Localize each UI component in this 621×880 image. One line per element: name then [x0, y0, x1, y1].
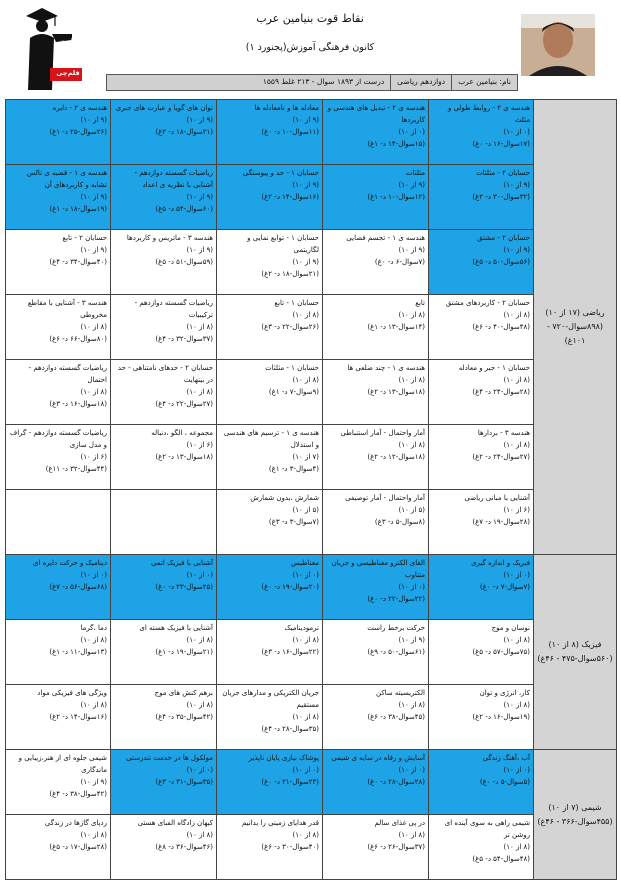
- topic-name: هندسه ۳ - ماتریس و کاربردها: [126, 234, 213, 242]
- topic-score: (۹ از ۱۰): [292, 258, 319, 266]
- topic-questions: (۲۸سوال-۲۴ د- ۴غ): [472, 388, 530, 396]
- topic-name: مثلثات: [405, 169, 425, 177]
- topic-questions: (۴۰سوال-۳۰ د- ۶غ): [261, 843, 319, 851]
- table-row: [6, 620, 617, 685]
- topic-questions: (۴۲سوال-۳۸ د- ۴غ): [49, 790, 107, 798]
- topic-cell: [111, 685, 217, 750]
- topic-cell: [217, 100, 323, 165]
- topic-cell: [429, 685, 534, 750]
- logo-text-1: کانون: [58, 37, 78, 45]
- topic-score: (۹ از ۱۰): [292, 181, 319, 189]
- topic-cell: [6, 425, 111, 490]
- topic-name: آب ،آهنگ زندگی: [482, 754, 530, 762]
- topic-cell: [429, 165, 534, 230]
- topic-name: ریاضیات گسسته دوازدهم - احتمال: [28, 364, 107, 384]
- topic-name: آشنایی با فیزیک هسته ای: [139, 624, 213, 632]
- topic-cell: [323, 685, 429, 750]
- topic-questions: (۴۰سوال-۳۴ د- ۴غ): [49, 258, 107, 266]
- table-row: [6, 750, 617, 815]
- topic-name: نوسان و موج: [491, 624, 530, 632]
- topic-cell: [111, 100, 217, 165]
- page-title: نقاط قوت بنیامین عرب: [256, 12, 364, 25]
- topic-score: (۰ از ۱۰): [186, 766, 213, 774]
- topic-cell: [429, 295, 534, 360]
- topic-cell: [323, 620, 429, 685]
- topic-cell: [111, 295, 217, 360]
- topic-name: حسابان ۲ - مشتق: [477, 234, 530, 242]
- topic-name: آمار واحتمال - آمار توصیفی: [345, 494, 425, 502]
- topic-questions: (۲۱سوال-۱۸ د- ۲غ): [155, 128, 213, 136]
- topic-questions: (۲۷سوال-۲۴ د- ۲غ): [472, 453, 530, 461]
- topic-name: هندسه ۳ - آشنایی با مقاطع مخروطی: [27, 299, 107, 319]
- topic-name: حسابان ۱ - جبر و معادله: [458, 364, 530, 372]
- table-row: [6, 100, 617, 165]
- topic-name: القای الکترو مغناطیسی و جریان متناوب: [331, 559, 425, 579]
- topic-cell: [217, 815, 323, 880]
- topic-questions: (۶۰سوال-۵۴ د- ۵غ): [155, 205, 213, 213]
- topic-score: (۸ از ۱۰): [292, 713, 319, 721]
- topic-cell: [6, 620, 111, 685]
- topic-name: کار، انرژی و توان: [479, 689, 530, 697]
- table-row: [6, 230, 617, 295]
- topic-score: (۶ از ۱۰): [186, 441, 213, 449]
- topic-cell: [6, 360, 111, 425]
- topic-score: (۸ از ۱۰): [292, 311, 319, 319]
- topic-score: (۹ از ۱۰): [398, 636, 425, 644]
- topic-score: (۹ از ۱۰): [186, 246, 213, 254]
- table-row: [6, 425, 617, 490]
- topic-score: (۹ از ۱۰): [80, 193, 107, 201]
- topic-questions: (۴۲سوال-۳۵ د- ۴غ): [155, 713, 213, 721]
- page-subtitle: کانون فرهنگی آموزش(پجنورد ۱): [245, 42, 375, 53]
- topic-cell: [217, 295, 323, 360]
- topic-score: (۸ از ۱۰): [398, 311, 425, 319]
- topic-cell: [111, 555, 217, 620]
- topic-name: تابع: [415, 299, 425, 307]
- topic-score: (۰ از ۱۰): [398, 128, 425, 136]
- topic-score: (۸ از ۱۰): [292, 376, 319, 384]
- topic-cell: [6, 750, 111, 815]
- topic-name: آشنایی با مبانی ریاضی: [464, 494, 530, 502]
- topic-name: هندسه ی ۲ - روابط طولی و مثلث: [447, 104, 530, 124]
- topic-questions: (۱۸سوال-۱۲ د- ۲غ): [367, 453, 425, 461]
- topic-name: حسابان ۱ - حد و پیوستگی: [242, 169, 319, 177]
- topic-cell: [111, 620, 217, 685]
- topic-cell: [429, 230, 534, 295]
- topic-name: حسابان ۱ - تابع: [274, 299, 319, 307]
- topic-cell: [6, 490, 111, 555]
- topic-name: حسابان ۲ - کاربردهای مشتق: [445, 299, 530, 307]
- topic-name: هندسه ۳ - بردارها: [477, 429, 530, 437]
- topic-questions: (۱۸سوال-۱۳ د- ۲غ): [155, 453, 213, 461]
- logo-text-4: قلم‌چی: [56, 69, 80, 77]
- topic-questions: (۱۶سوال-۱۴ د- ۲غ): [49, 713, 107, 721]
- topic-name: آشنایی با فیزیک اتمی: [151, 559, 213, 567]
- topic-name: حسابان ۱ - مثلثات: [265, 364, 319, 372]
- topic-score: (۸ از ۱۰): [503, 376, 530, 384]
- topic-name: کیهان زادگاه الفبای هستی: [137, 819, 213, 827]
- topic-questions: (۲۱سوال-۱۸ د- ۲غ): [261, 270, 319, 278]
- topic-score: (۰ از ۱۰): [80, 571, 107, 579]
- topic-name: حسابان ۲ - مثلثات: [476, 169, 530, 177]
- topic-score: (۰ از ۱۰): [503, 128, 530, 136]
- topic-score: (۸ از ۱۰): [398, 376, 425, 384]
- topic-score: (۸ از ۱۰): [503, 441, 530, 449]
- topic-questions: (۱۸سوال-۱۳ د- ۲غ): [367, 388, 425, 396]
- student-photo: [521, 14, 595, 76]
- topic-cell: [429, 100, 534, 165]
- topic-questions: (۷سوال-۳ د- ۳غ): [268, 518, 319, 526]
- student-info-bar: [106, 74, 518, 91]
- topic-cell: [111, 815, 217, 880]
- topic-score: (۷ از ۱۰): [292, 453, 319, 461]
- topic-score: (۸ از ۱۰): [80, 831, 107, 839]
- topic-name: جریان الکتریکی و مدارهای جریان مستقیم: [222, 689, 319, 709]
- topic-name: قدر هدایای زمینی را بدانیم: [242, 819, 319, 827]
- topic-name: هندسه ی ۲ - دایره: [52, 104, 107, 112]
- table-row: [6, 815, 617, 880]
- topic-name: مجموعه ، الگو ،دنباله: [151, 429, 213, 437]
- topic-name: ویژگی های فیزیکی مواد: [37, 689, 107, 697]
- topic-score: (۹ از ۱۰): [503, 181, 530, 189]
- topic-questions: (۲۳سوال-۲۱ د- ۰غ): [261, 778, 319, 786]
- topic-cell: [429, 750, 534, 815]
- topic-name: حرکت برخط راست: [367, 624, 425, 632]
- topic-score: (۹ از ۱۰): [398, 246, 425, 254]
- topic-score: (۵ از ۱۰): [292, 506, 319, 514]
- topic-score: (۸ از ۱۰): [186, 388, 213, 396]
- topic-cell: [323, 165, 429, 230]
- student-stats: ۱۵۵۹ درست از ۱۸۹۳ سوال - ۲۱۳ غلط: [262, 77, 385, 86]
- topic-questions: (۴سوال-۳ د- ۱غ): [268, 465, 319, 473]
- topic-name: هندسه ی ۱ - چند ضلعی ها: [347, 364, 425, 372]
- topic-questions: (۲۲سوال-۲۲ د- ۰غ): [367, 595, 425, 603]
- topic-name: مولکول ها در خدمت تندرستی: [126, 754, 213, 762]
- topic-questions: (۶۱سوال-۵۰ د- ۹غ): [367, 648, 425, 656]
- topic-questions: (۲۰سوال-۱۹ د- ۰غ): [261, 583, 319, 591]
- topic-name: توان های گویا و عبارت های جبری: [115, 104, 213, 112]
- topic-name: شیمی راهی به سوی آینده ای روشن تر: [444, 819, 530, 839]
- topic-questions: (۴۶سوال-۳۶ د- ۸غ): [155, 843, 213, 851]
- topic-score: (۰ از ۱۰): [186, 571, 213, 579]
- topic-cell: [323, 100, 429, 165]
- table-row: [6, 555, 617, 620]
- topic-cell: [217, 685, 323, 750]
- topic-name: هندسه ی ۲ - تبدیل های هندسی و کاربردها: [327, 104, 425, 124]
- topic-questions: (۱۶سوال-۱۴ د- ۲غ): [261, 193, 319, 201]
- topic-score: (۸ از ۱۰): [186, 831, 213, 839]
- topic-cell: [429, 490, 534, 555]
- topic-score: (۸ از ۱۰): [186, 701, 213, 709]
- topic-cell: [111, 230, 217, 295]
- topic-score: (۹ از ۱۰): [503, 246, 530, 254]
- topic-cell: [323, 815, 429, 880]
- topic-cell: [323, 230, 429, 295]
- topic-cell: [6, 815, 111, 880]
- topic-score: (۹ از ۱۰): [80, 116, 107, 124]
- topic-name: فیزیک و اندازه گیری: [471, 559, 530, 567]
- topic-score: (۹ از ۱۰): [80, 778, 107, 786]
- topic-cell: [217, 360, 323, 425]
- topic-questions: (۴۴سوال-۳۲ د- ۱۱غ): [45, 465, 107, 473]
- topic-cell: [323, 490, 429, 555]
- topic-cell: [323, 360, 429, 425]
- topic-name: معادله ها و نامعادله ها: [254, 104, 319, 112]
- topic-cell: [217, 425, 323, 490]
- topic-score: (۵ از ۱۰): [398, 506, 425, 514]
- topic-questions: (۳۵سوال-۳۱ د- ۳غ): [155, 778, 213, 786]
- topic-name: ترمودینامیک: [284, 624, 319, 632]
- topic-name: مغناطیس: [291, 559, 319, 567]
- topic-questions: (۱۷سوال-۱۶ د- ۰غ): [472, 140, 530, 148]
- topic-score: (۸ از ۱۰): [398, 701, 425, 709]
- topic-cell: [6, 100, 111, 165]
- topic-questions: (۲۲سوال-۱۶ د- ۳غ): [261, 648, 319, 656]
- topic-cell: [6, 555, 111, 620]
- topic-name: ریاضیات گسسته دوازدهم - گراف و مدل سازی: [9, 429, 107, 449]
- topic-cell: [217, 230, 323, 295]
- topic-score: (۰ از ۱۰): [503, 571, 530, 579]
- topic-questions: (۸۰سوال-۶۶ د- ۶غ): [49, 335, 107, 343]
- topic-questions: (۴۵سوال-۳۸ د- ۶غ): [367, 713, 425, 721]
- topic-questions: (۱۹سوال-۱۸ د- ۱غ): [49, 205, 107, 213]
- topic-questions: (۲۸سوال-۲۸ د- ۰غ): [367, 778, 425, 786]
- topic-cell: [429, 620, 534, 685]
- topic-score: (۸ از ۱۰): [503, 636, 530, 644]
- table-row: [6, 490, 617, 555]
- topic-cell: [217, 750, 323, 815]
- topic-questions: (۱۲سوال-۱۰ د- ۱غ): [367, 193, 425, 201]
- topic-questions: (۷سوال-۶ د- ۰غ): [374, 258, 425, 266]
- topic-cell: [217, 555, 323, 620]
- topic-questions: (۹سوال-۷ د- ۱غ): [268, 388, 319, 396]
- subject-cell: شیمی (۷ از ۱۰) (۴۵۵سوال-۳۶۶ - ۴۶غ): [534, 750, 617, 880]
- topic-questions: (۸سوال-۵ د- ۳غ): [374, 518, 425, 526]
- topic-name: ردپای گازها در زندگی: [44, 819, 107, 827]
- topic-cell: [6, 165, 111, 230]
- topic-score: (۸ از ۱۰): [503, 701, 530, 709]
- topic-score: (۰ از ۱۰): [398, 583, 425, 591]
- topic-score: (۶ از ۱۰): [503, 506, 530, 514]
- topic-cell: [111, 165, 217, 230]
- table-row: [6, 360, 617, 425]
- topic-name: حسابان ۲ - تابع: [62, 234, 107, 242]
- topic-questions: (۳۲سوال-۳۰ د- ۲غ): [472, 193, 530, 201]
- topic-score: (۹ از ۱۰): [398, 181, 425, 189]
- topic-score: (۸ از ۱۰): [503, 843, 530, 851]
- topic-questions: (۳۷سوال-۳۲ د- ۴غ): [155, 335, 213, 343]
- topic-cell: [217, 490, 323, 555]
- topic-name: شیمی جلوه ای از هنر،زیبایی و ماندگاری: [18, 754, 107, 774]
- topic-questions: (۵سوال-۵ د- ۰غ): [479, 778, 530, 786]
- topic-cell: [217, 165, 323, 230]
- topic-questions: (۵۹سوال-۵۱ د- ۵غ): [155, 258, 213, 266]
- topic-questions: (۴۸سوال-۵۴ د- ۵غ): [472, 855, 530, 863]
- table-row: [6, 165, 617, 230]
- topic-score: (۸ از ۱۰): [398, 831, 425, 839]
- topic-name: هندسه ی ۱ - تجسم فضایی: [346, 234, 425, 242]
- topic-cell: [323, 295, 429, 360]
- topic-questions: (۶۸سوال-۵۶ د- ۷غ): [49, 583, 107, 591]
- topic-questions: (۲۶سوال-۲۵ د- ۱غ): [49, 128, 107, 136]
- topic-name: آمار واحتمال - آمار استنباطی: [340, 429, 425, 437]
- topic-cell: [111, 750, 217, 815]
- topic-name: حسابان ۱ - توابع نمایی و لگاریتمی: [247, 234, 319, 254]
- topic-cell: [111, 360, 217, 425]
- topic-score: (۸ از ۱۰): [292, 636, 319, 644]
- topic-questions: (۲۱سوال-۱۹ د- ۱غ): [155, 648, 213, 656]
- topic-cell: [323, 425, 429, 490]
- topic-score: (۶ از ۱۰): [80, 453, 107, 461]
- topic-name: دما ،گرما: [80, 624, 107, 632]
- topic-questions: (۷سوال-۷ د- ۰غ): [479, 583, 530, 591]
- topic-questions: (۲۸سوال-۱۹ د- ۷غ): [472, 518, 530, 526]
- topic-score: (۸ از ۱۰): [398, 441, 425, 449]
- topic-score: (۸ از ۱۰): [80, 388, 107, 396]
- topic-name: ریاضیات گسسته دوازدهم - ترکیبیات: [134, 299, 213, 319]
- topic-questions: (۳۵سوال-۲۸ د- ۴غ): [261, 725, 319, 733]
- topic-questions: (۱۱سوال-۱۰ د- ۰غ): [261, 128, 319, 136]
- logo-text-3: آموزش: [56, 57, 80, 65]
- topic-cell: [217, 620, 323, 685]
- subject-cell: ریاضی (۱۷ از ۱۰) (۸۹۸سوال-۷۲۰ - ۱۰۱غ): [534, 100, 617, 555]
- topic-questions: (۲۶سوال-۲۲ د- ۳غ): [261, 323, 319, 331]
- topic-score: (۸ از ۱۰): [292, 831, 319, 839]
- topic-cell: [323, 750, 429, 815]
- topic-score: (۰ از ۱۰): [503, 766, 530, 774]
- kanoon-logo: [22, 4, 88, 92]
- logo-text-2: فرهنگی: [55, 47, 81, 55]
- topic-questions: (۱۴سوال-۱۳ د- ۱غ): [367, 323, 425, 331]
- student-name: نام: بنیامین عرب: [451, 75, 517, 90]
- topic-cell: [429, 555, 534, 620]
- topic-cell: [323, 555, 429, 620]
- topic-cell: [6, 685, 111, 750]
- topic-questions: (۴۸سوال-۴۰ د- ۶غ): [472, 323, 530, 331]
- topic-score: (۰ از ۱۰): [292, 571, 319, 579]
- topic-score: (۸ از ۱۰): [80, 636, 107, 644]
- table-row: [6, 685, 617, 750]
- topic-questions: (۳۷سوال-۲۶ د- ۶غ): [367, 843, 425, 851]
- topic-score: (۸ از ۱۰): [80, 701, 107, 709]
- topic-questions: (۲۷سوال-۲۲ د- ۴غ): [155, 400, 213, 408]
- topic-score: (۹ از ۱۰): [292, 116, 319, 124]
- table-row: [6, 295, 617, 360]
- topic-questions: (۱۳سوال-۱۱ د- ۱غ): [49, 648, 107, 656]
- topic-questions: (۷۵سوال-۵۷ د- ۵غ): [472, 648, 530, 656]
- topic-score: (۸ از ۱۰): [186, 636, 213, 644]
- topic-cell: [429, 425, 534, 490]
- topic-score: (۸ از ۱۰): [186, 323, 213, 331]
- topic-name: الکتریسیته ساکن: [376, 689, 425, 697]
- topic-score: (۹ از ۱۰): [80, 246, 107, 254]
- topic-name: شمارش ،بدون شمارش: [250, 494, 319, 502]
- topic-name: حسابان ۲ - حدهای نامتناهی - حد در بینهایت: [117, 364, 213, 384]
- topic-name: دینامیک و حرکت دایره ای: [32, 559, 107, 567]
- topic-name: هندسه ی ۱ - ترسیم های هندسی و استدلال: [223, 429, 319, 449]
- topic-cell: [6, 230, 111, 295]
- topic-name: در پی غذای سالم: [374, 819, 425, 827]
- topic-cell: [6, 295, 111, 360]
- topic-cell: [429, 360, 534, 425]
- topic-name: برهم کنش های موج: [154, 689, 213, 697]
- topic-name: آسایش و رفاه در سایه ی شیمی: [331, 754, 425, 762]
- topic-score: (۹ از ۱۰): [186, 193, 213, 201]
- topic-score: (۰ از ۱۰): [398, 766, 425, 774]
- topic-questions: (۱۸سوال-۱۶ د- ۳غ): [49, 400, 107, 408]
- student-grade: دوازدهم ریاضی: [390, 75, 451, 90]
- topic-cell: [111, 425, 217, 490]
- topic-name: هندسه ی ۱ - قضیه ی تالس تشابه و کاربردهای آن: [26, 169, 107, 189]
- topic-questions: (۱۹سوال-۱۶ د- ۲غ): [472, 713, 530, 721]
- topic-score: (۸ از ۱۰): [80, 323, 107, 331]
- topic-score: (۰ از ۱۰): [292, 766, 319, 774]
- topic-cell: [111, 490, 217, 555]
- topic-questions: (۲۵سوال-۲۳ د- ۰غ): [155, 583, 213, 591]
- topic-score: (۹ از ۱۰): [186, 116, 213, 124]
- topic-questions: (۵۶سوال-۵۰ د- ۵غ): [472, 258, 530, 266]
- subject-cell: فیزیک (۸ از ۱۰) (۵۶۰سوال-۴۷۵ - ۴۶غ): [534, 555, 617, 750]
- topic-name: ریاضیات گسسته دوازدهم - آشنایی با نظریه ی اعداد: [134, 169, 213, 189]
- topic-score: (۸ از ۱۰): [503, 311, 530, 319]
- topic-questions: (۲۸سوال-۱۷ د- ۵غ): [49, 843, 107, 851]
- strengths-table: [5, 99, 617, 880]
- topic-questions: (۱۵سوال-۱۴ د- ۱غ): [367, 140, 425, 148]
- topic-name: پوشاک نیازی پایان ناپذیر: [248, 754, 319, 762]
- topic-cell: [429, 815, 534, 880]
